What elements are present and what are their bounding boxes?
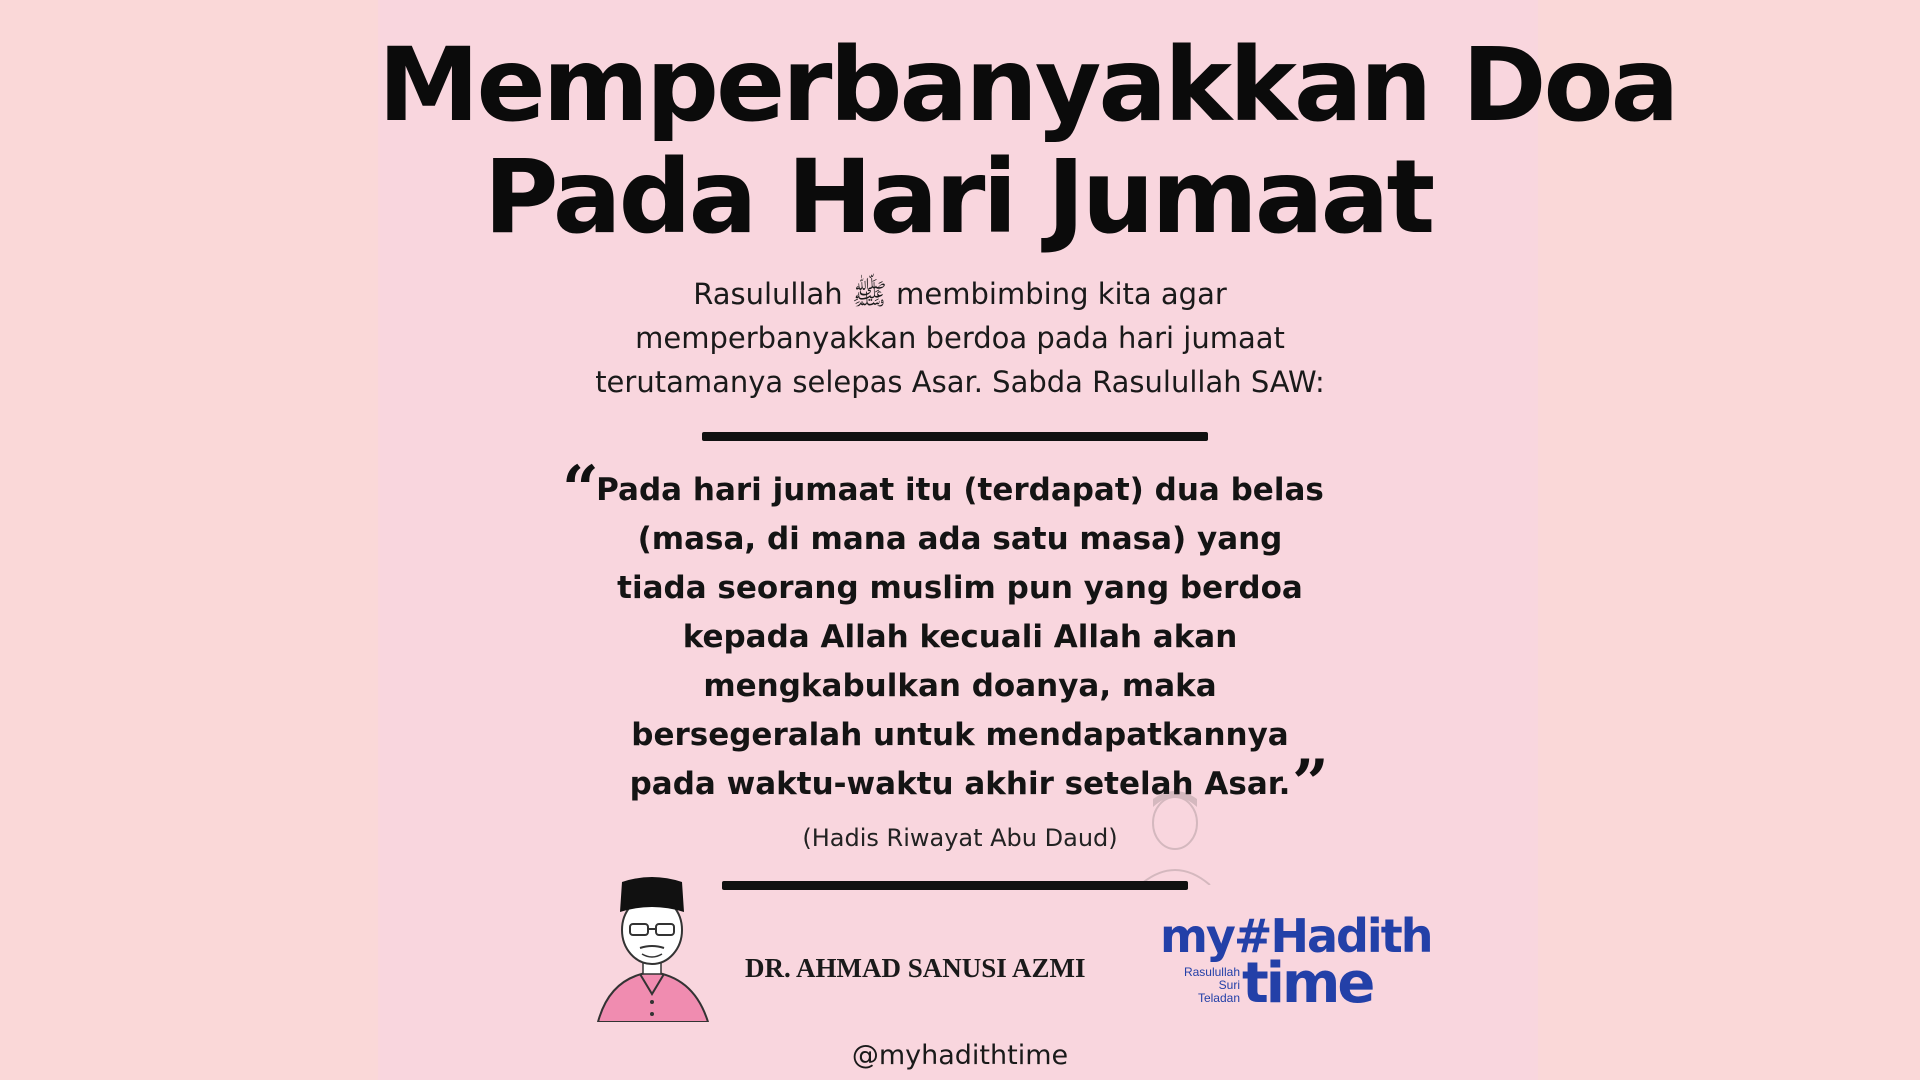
quote-line: kepada Allah kecuali Allah akan <box>682 619 1238 655</box>
quote-line: bersegeralah untuk mendapatkannya <box>631 717 1289 753</box>
hadith-source: (Hadis Riwayat Abu Daud) <box>802 824 1118 852</box>
author-portrait-illustration <box>590 872 720 1022</box>
logo-tagline-line: Rasulullah <box>1183 965 1240 979</box>
logo-tagline-line: Suri <box>1218 978 1240 992</box>
logo-tagline <box>1166 966 1240 1005</box>
bottom-divider <box>722 881 1188 890</box>
logo-tagline-line: Teladan <box>1197 991 1240 1005</box>
intro-line-3: terutamanya selepas Asar. Sabda Rasulullah SAW: <box>595 365 1325 399</box>
intro-line-1: Rasulullah ﷺ membimbing kita agar <box>693 277 1227 311</box>
myhadithtime-logo <box>1160 909 1432 1020</box>
open-quote-mark: “ <box>562 452 599 527</box>
hadith-quote <box>560 466 1360 809</box>
quote-line: pada waktu-waktu akhir setelah Asar. <box>629 766 1291 802</box>
quote-line: mengkabulkan doanya, maka <box>703 668 1217 704</box>
close-quote-mark: ” <box>1292 746 1329 821</box>
title-line-1: Memperbanyakkan Doa <box>378 26 1677 145</box>
logo-hadith: #Hadith <box>1233 909 1432 963</box>
quote-line: (masa, di mana ada satu masa) yang <box>637 521 1283 557</box>
top-divider <box>702 432 1208 441</box>
quote-line: Pada hari jumaat itu (terdapat) dua belas <box>596 472 1324 508</box>
social-handle: @myhadithtime <box>851 1040 1069 1071</box>
logo-time: time <box>1242 951 1373 1016</box>
intro-line-2: memperbanyakkan berdoa pada hari jumaat <box>635 321 1285 355</box>
page-title <box>378 26 1677 257</box>
faint-portrait-illustration <box>1130 785 1220 885</box>
intro-text <box>520 272 1400 404</box>
quote-line: tiada seorang muslim pun yang berdoa <box>617 570 1303 606</box>
title-line-2: Pada Hari Jumaat <box>483 138 1433 257</box>
logo-my: my <box>1160 909 1234 963</box>
author-name: DR. AHMAD SANUSI AZMI <box>745 953 1086 983</box>
